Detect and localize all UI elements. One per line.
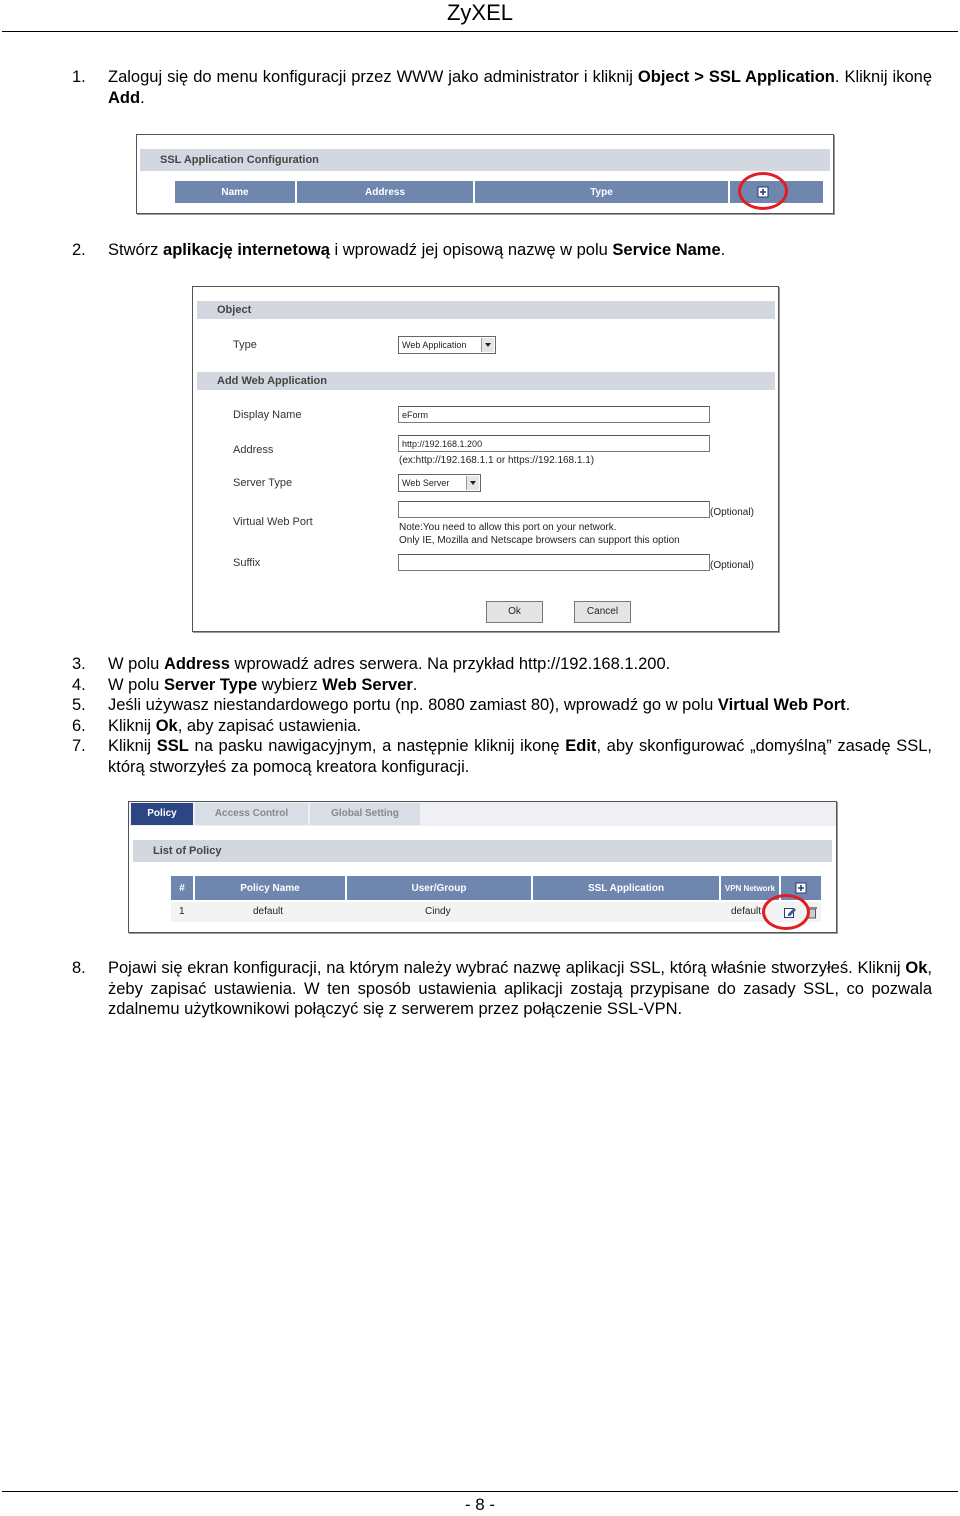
tab-global-setting[interactable]: Global Setting xyxy=(310,803,420,825)
tab-policy[interactable]: Policy xyxy=(131,803,193,825)
add-web-application-screenshot xyxy=(192,286,779,632)
step-text: Stwórz aplikację internetową i wprowadź jej opisową nazwę w polu Service Name. xyxy=(108,241,726,259)
step-number: 7. xyxy=(72,737,86,755)
port-note-2: Only IE, Mozilla and Netscape browsers can support this option xyxy=(399,535,680,546)
step-3 xyxy=(72,654,932,675)
step-8 xyxy=(72,958,932,1020)
column-name: Name xyxy=(175,181,297,203)
section-title: Object xyxy=(217,304,252,316)
chevron-down-icon xyxy=(481,338,494,352)
add-icon[interactable] xyxy=(794,881,808,895)
column-vpn-network: VPN Network xyxy=(721,876,781,900)
section-bar xyxy=(133,840,832,862)
row-vpn-network: default xyxy=(731,906,762,917)
step-number: 8. xyxy=(72,959,86,977)
step-number: 6. xyxy=(72,717,86,735)
footer-rule xyxy=(2,1491,958,1492)
column-user-group: User/Group xyxy=(347,876,533,900)
step-6 xyxy=(72,716,932,737)
step-text: Jeśli używasz niestandardowego portu (np. 8080 zamiast 80), wprowadź go w polu Virtual Web Port. xyxy=(108,696,851,714)
address-label: Address xyxy=(233,444,274,456)
section-bar xyxy=(140,149,830,171)
step-number: 3. xyxy=(72,655,86,673)
step-2 xyxy=(72,240,932,261)
step-number: 5. xyxy=(72,696,86,714)
section-title: SSL Application Configuration xyxy=(160,154,319,166)
chevron-down-icon xyxy=(466,476,479,490)
step-text: W polu Server Type wybierz Web Server. xyxy=(108,676,418,694)
display-name-label: Display Name xyxy=(233,409,302,421)
header-title: ZyXEL xyxy=(446,0,514,25)
tab-access-control[interactable]: Access Control xyxy=(195,803,308,825)
column-policy-name: Policy Name xyxy=(195,876,347,900)
section-title: List of Policy xyxy=(153,845,222,857)
step-number: 1. xyxy=(72,68,86,86)
step-text: Kliknij Ok, aby zapisać ustawienia. xyxy=(108,717,362,735)
object-section-bar xyxy=(197,301,775,319)
highlight-circle xyxy=(762,894,810,930)
step-number: 4. xyxy=(72,676,86,694)
step-text: Zaloguj się do menu konfiguracji przez WWW jako administrator i kliknij Object > SSL Application. Kliknij ikonę Add. xyxy=(108,68,932,107)
page-header xyxy=(0,0,960,33)
optional-note: (Optional) xyxy=(710,507,754,518)
step-7 xyxy=(72,736,932,777)
address-input[interactable]: http://192.168.1.200 xyxy=(398,435,710,452)
type-select[interactable] xyxy=(398,336,496,354)
cancel-button[interactable]: Cancel xyxy=(574,601,631,623)
step-1 xyxy=(72,67,932,108)
display-name-input[interactable]: eForm xyxy=(398,406,710,423)
ssl-policy-screenshot xyxy=(128,801,837,933)
server-type-select-value: Web Server xyxy=(402,478,450,488)
add-section-bar xyxy=(197,372,775,390)
type-label: Type xyxy=(233,339,257,351)
suffix-input[interactable] xyxy=(398,554,710,571)
step-number: 2. xyxy=(72,241,86,259)
optional-note: (Optional) xyxy=(710,560,754,571)
section-title: Add Web Application xyxy=(217,375,327,387)
step-5 xyxy=(72,695,932,716)
ssl-application-screenshot xyxy=(136,134,834,214)
server-type-select[interactable] xyxy=(398,474,481,492)
step-text: Pojawi się ekran konfiguracji, na którym należy wybrać nazwę aplikacji SSL, którą właśnie stworzyłeś. Kliknij Ok, żeby zapisać ustawienia. W ten sposób ustawienia aplikacji zostają przypisane do zasady SSL, co pozwala zdalnemu użytkownikowi połączyć się z serwerem przez połączenie SSL-VPN. xyxy=(108,959,932,1018)
row-policy-name: default xyxy=(253,906,284,917)
page-number: - 8 - xyxy=(464,1495,496,1514)
step-4 xyxy=(72,675,932,696)
step-text: W polu Address wprowadź adres serwera. Na przykład http://192.168.1.200. xyxy=(108,655,671,673)
port-note-1: Note:You need to allow this port on your network. xyxy=(399,522,617,533)
suffix-label: Suffix xyxy=(233,557,261,569)
highlight-circle xyxy=(738,172,788,210)
header-rule xyxy=(2,31,958,32)
step-text: Kliknij SSL na pasku nawigacyjnym, a następnie kliknij ikonę Edit, aby skonfigurować „domyślną” zasadę SSL, którą stworzyłeś za pomocą kreatora konfiguracji. xyxy=(108,737,932,776)
virtual-web-port-input[interactable] xyxy=(398,501,710,518)
row-num: 1 xyxy=(179,906,185,917)
virtual-web-port-label: Virtual Web Port xyxy=(233,516,313,528)
server-type-label: Server Type xyxy=(233,477,293,489)
column-ssl-application: SSL Application xyxy=(533,876,721,900)
column-type: Type xyxy=(475,181,730,203)
row-user-group: Cindy xyxy=(425,906,451,917)
column-num: # xyxy=(171,876,195,900)
ok-button[interactable]: Ok xyxy=(486,601,543,623)
column-address: Address xyxy=(297,181,475,203)
type-select-value: Web Application xyxy=(402,340,467,350)
address-hint: (ex:http://192.168.1.1 or https://192.168.1.1) xyxy=(399,455,595,466)
